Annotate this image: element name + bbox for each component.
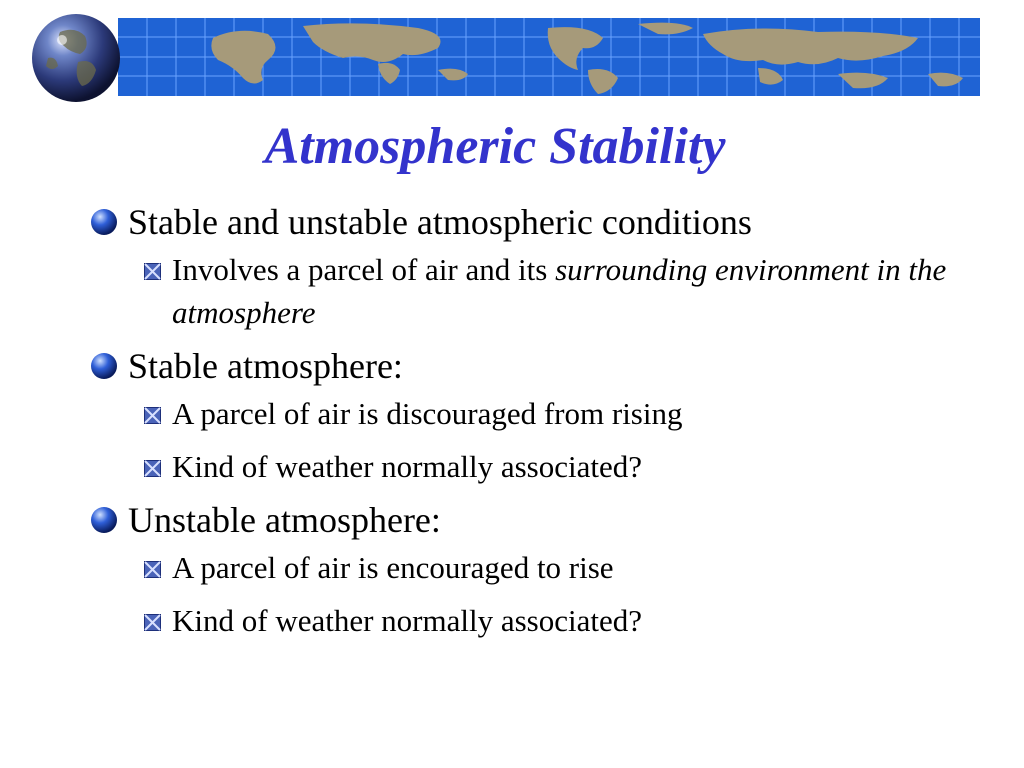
sub-bullet-text: A parcel of air is encouraged to rise: [172, 550, 614, 585]
sub-bullet-text-italic: surrounding environment in the atmosphere: [172, 252, 947, 330]
world-map-banner: [118, 18, 980, 96]
sub-bullet-text: Kind of weather normally associated?: [172, 603, 642, 638]
blue-sphere-bullet-icon: [90, 208, 118, 236]
crossed-square-bullet-icon: [144, 614, 161, 631]
bullet-item: [90, 340, 990, 392]
sub-bullet-text-plain: Involves a parcel of air and its: [172, 252, 556, 287]
crossed-square-bullet-icon: [144, 263, 161, 280]
sub-bullet-item: [172, 546, 990, 589]
slide-title: Atmospheric Stability: [264, 118, 726, 175]
bullet-text: Unstable atmosphere:: [128, 500, 441, 540]
bullet-item: [90, 196, 990, 248]
sub-bullet-text: A parcel of air is discouraged from rising: [172, 396, 683, 431]
bullet-text: Stable atmosphere:: [128, 346, 403, 386]
sub-bullet-text: Kind of weather normally associated?: [172, 449, 642, 484]
crossed-square-bullet-icon: [144, 460, 161, 477]
sub-bullet-item: [172, 392, 990, 435]
blue-sphere-bullet-icon: [90, 506, 118, 534]
bullet-list: [90, 196, 990, 642]
blue-sphere-bullet-icon: [90, 352, 118, 380]
bullet-item: [90, 494, 990, 546]
crossed-square-bullet-icon: [144, 407, 161, 424]
sub-bullet-item: [172, 599, 990, 642]
sub-bullet-item: [172, 248, 990, 334]
globe-icon: [30, 12, 122, 104]
crossed-square-bullet-icon: [144, 561, 161, 578]
sub-bullet-item: [172, 445, 990, 488]
bullet-text: Stable and unstable atmospheric conditions: [128, 202, 752, 242]
sub-bullet-text: [172, 248, 990, 334]
